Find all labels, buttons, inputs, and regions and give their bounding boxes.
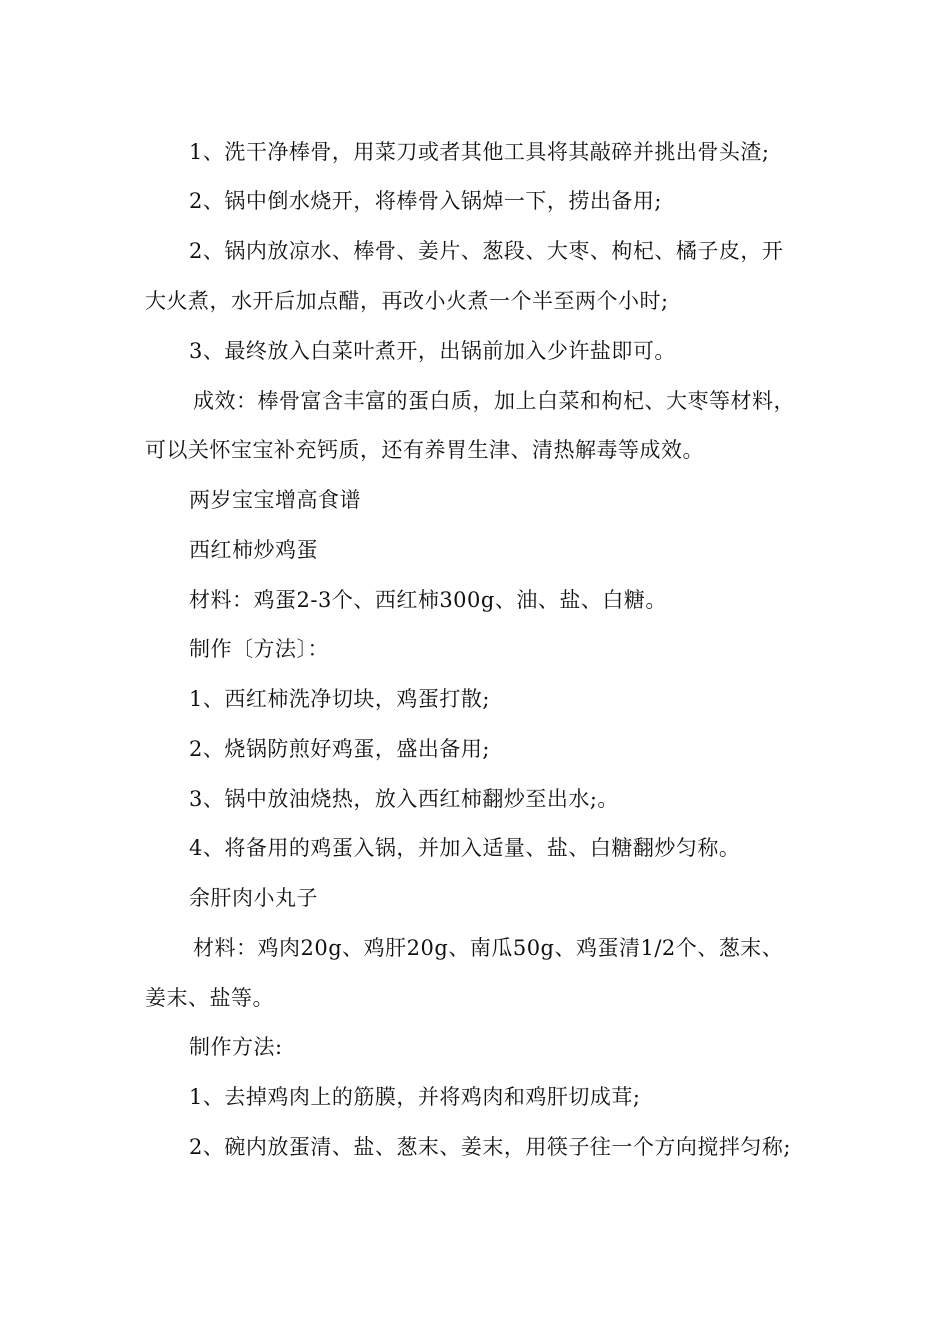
- section-heading: 两岁宝宝增高食谱: [189, 488, 361, 512]
- text-line: 3、最终放入白菜叶煮开，出锅前加入少许盐即可。: [189, 339, 676, 363]
- text-line: 材料：鸡肉20g、鸡肝20g、南瓜50g、鸡蛋清1/2个、葱末、: [193, 936, 784, 960]
- text-line: 1、去掉鸡肉上的筋膜，并将鸡肉和鸡肝切成茸;: [189, 1085, 641, 1109]
- text-line: 制作方法:: [189, 1035, 283, 1059]
- recipe-title: 余肝肉小丸子: [189, 886, 318, 910]
- text-line: 3、锅中放油烧热，放入西红柿翻炒至出水;。: [189, 787, 619, 811]
- text-line: 大火煮，水开后加点醋，再改小火煮一个半至两个小时;: [145, 289, 669, 313]
- text-line: 2、锅中倒水烧开，将棒骨入锅焯一下，捞出备用;: [189, 189, 662, 213]
- text-line: 制作〔方法〕：: [189, 637, 329, 661]
- recipe-title: 西红柿炒鸡蛋: [189, 538, 318, 562]
- text-line: 2、烧锅防煎好鸡蛋，盛出备用;: [189, 737, 490, 761]
- text-line: 2、碗内放蛋清、盐、葱末、姜末，用筷子往一个方向搅拌匀称;: [189, 1135, 791, 1159]
- text-line: 成效：棒骨富含丰富的蛋白质，加上白菜和枸杞、大枣等材料，: [193, 389, 795, 413]
- text-line: 1、洗干净棒骨，用菜刀或者其他工具将其敲碎并挑出骨头渣;: [189, 140, 770, 164]
- text-line: 姜末、盐等。: [145, 986, 274, 1010]
- text-line: 1、西红柿洗净切块，鸡蛋打散;: [189, 687, 490, 711]
- text-line: 2、锅内放凉水、棒骨、姜片、葱段、大枣、枸杞、橘子皮，开: [189, 239, 784, 263]
- text-line: 材料：鸡蛋2-3个、西红柿300g、油、盐、白糖。: [189, 588, 667, 612]
- text-line: 可以关怀宝宝补充钙质，还有养胃生津、清热解毒等成效。: [145, 438, 704, 462]
- text-line: 4、将备用的鸡蛋入锅，并加入适量、盐、白糖翻炒匀称。: [189, 836, 741, 860]
